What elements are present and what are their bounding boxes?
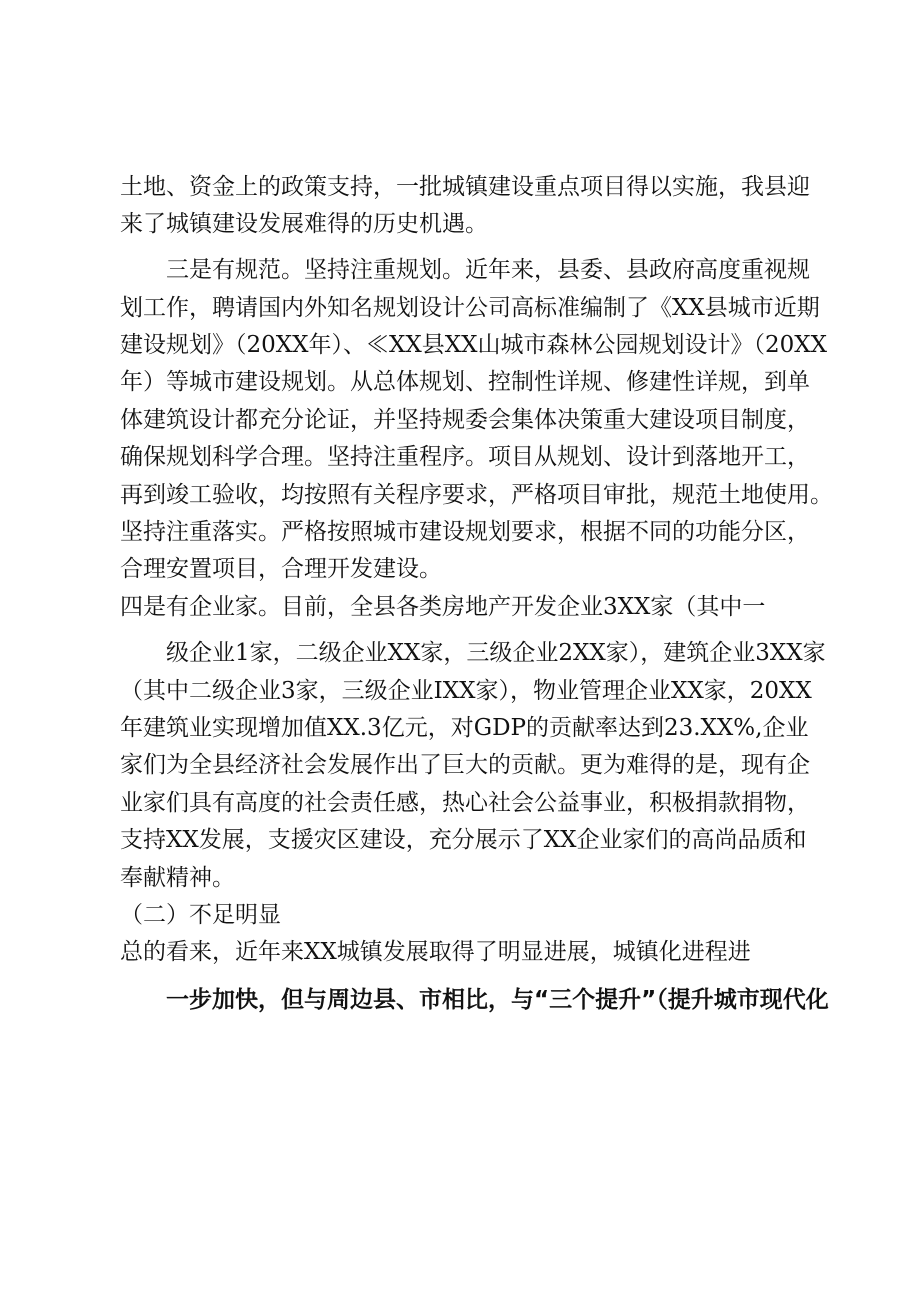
paragraph-line: 家们为全县经济社会发展作出了巨大的贡献。更为难得的是，现有企 <box>120 752 810 778</box>
paragraph-line: 再到竣工验收，均按照有关程序要求，严格项目审批，规范土地使用。 <box>120 482 833 508</box>
paragraph-line: 确保规划科学合理。坚持注重程序。项目从规划、设计到落地开工， <box>120 444 810 470</box>
paragraph-line: 年建筑业实现增加值XX.3亿元，对GDP的贡献率达到23.XX%,企业 <box>120 715 809 741</box>
paragraph-line: （二）不足明显 <box>120 902 281 928</box>
paragraph-line: 坚持注重落实。严格按照城市建设规划要求，根据不同的功能分区， <box>120 519 810 545</box>
paragraph-line: 四是有企业家。目前，全县各类房地产开发企业3XX家（其中一 <box>120 594 766 620</box>
paragraph-line: 总的看来，近年来XX城镇发展取得了明显进展，城镇化进程进 <box>120 939 751 965</box>
paragraph-line: 业家们具有高度的社会责任感，热心社会公益事业，积极捐款捐物， <box>120 790 810 816</box>
paragraph-line: （其中二级企业3家，三级企业IXX家），物业管理企业XX家，20XX <box>120 678 812 704</box>
paragraph-line: 划工作，聘请国内外知名规划设计公司高标准编制了《XX县城市近期 <box>120 295 820 321</box>
paragraph-line: 体建筑设计都充分论证，并坚持规委会集体决策重大建设项目制度， <box>120 407 810 433</box>
paragraph-line: 来了城镇建设发展难得的历史机遇。 <box>120 211 488 237</box>
paragraph-line: 合理安置项目，合理开发建设。 <box>120 556 442 582</box>
paragraph-line: 级企业1家，二级企业XX家，三级企业2XX家），建筑企业3XX家 <box>166 640 826 666</box>
paragraph-line: 支持XX发展，支援灾区建设，充分展示了XX企业家们的高尚品质和 <box>120 827 807 853</box>
paragraph-line: 年）等城市建设规划。从总体规划、控制性详规、修建性详规，到单 <box>120 369 810 395</box>
paragraph-line: 奉献精神。 <box>120 865 235 891</box>
paragraph-line: 建设规划》（20XX年）、≪XX县XX山城市森林公园规划设计》（20XX <box>120 332 828 358</box>
paragraph-line: 三是有规范。坚持注重规划。近年来，县委、县政府高度重视规 <box>166 257 810 283</box>
section-heading: 一步加快，但与周边县、市相比，与“三个提升”（提升城市现代化 <box>166 987 829 1013</box>
paragraph-line: 土地、资金上的政策支持，一批城镇建设重点项目得以实施，我县迎 <box>120 174 810 200</box>
